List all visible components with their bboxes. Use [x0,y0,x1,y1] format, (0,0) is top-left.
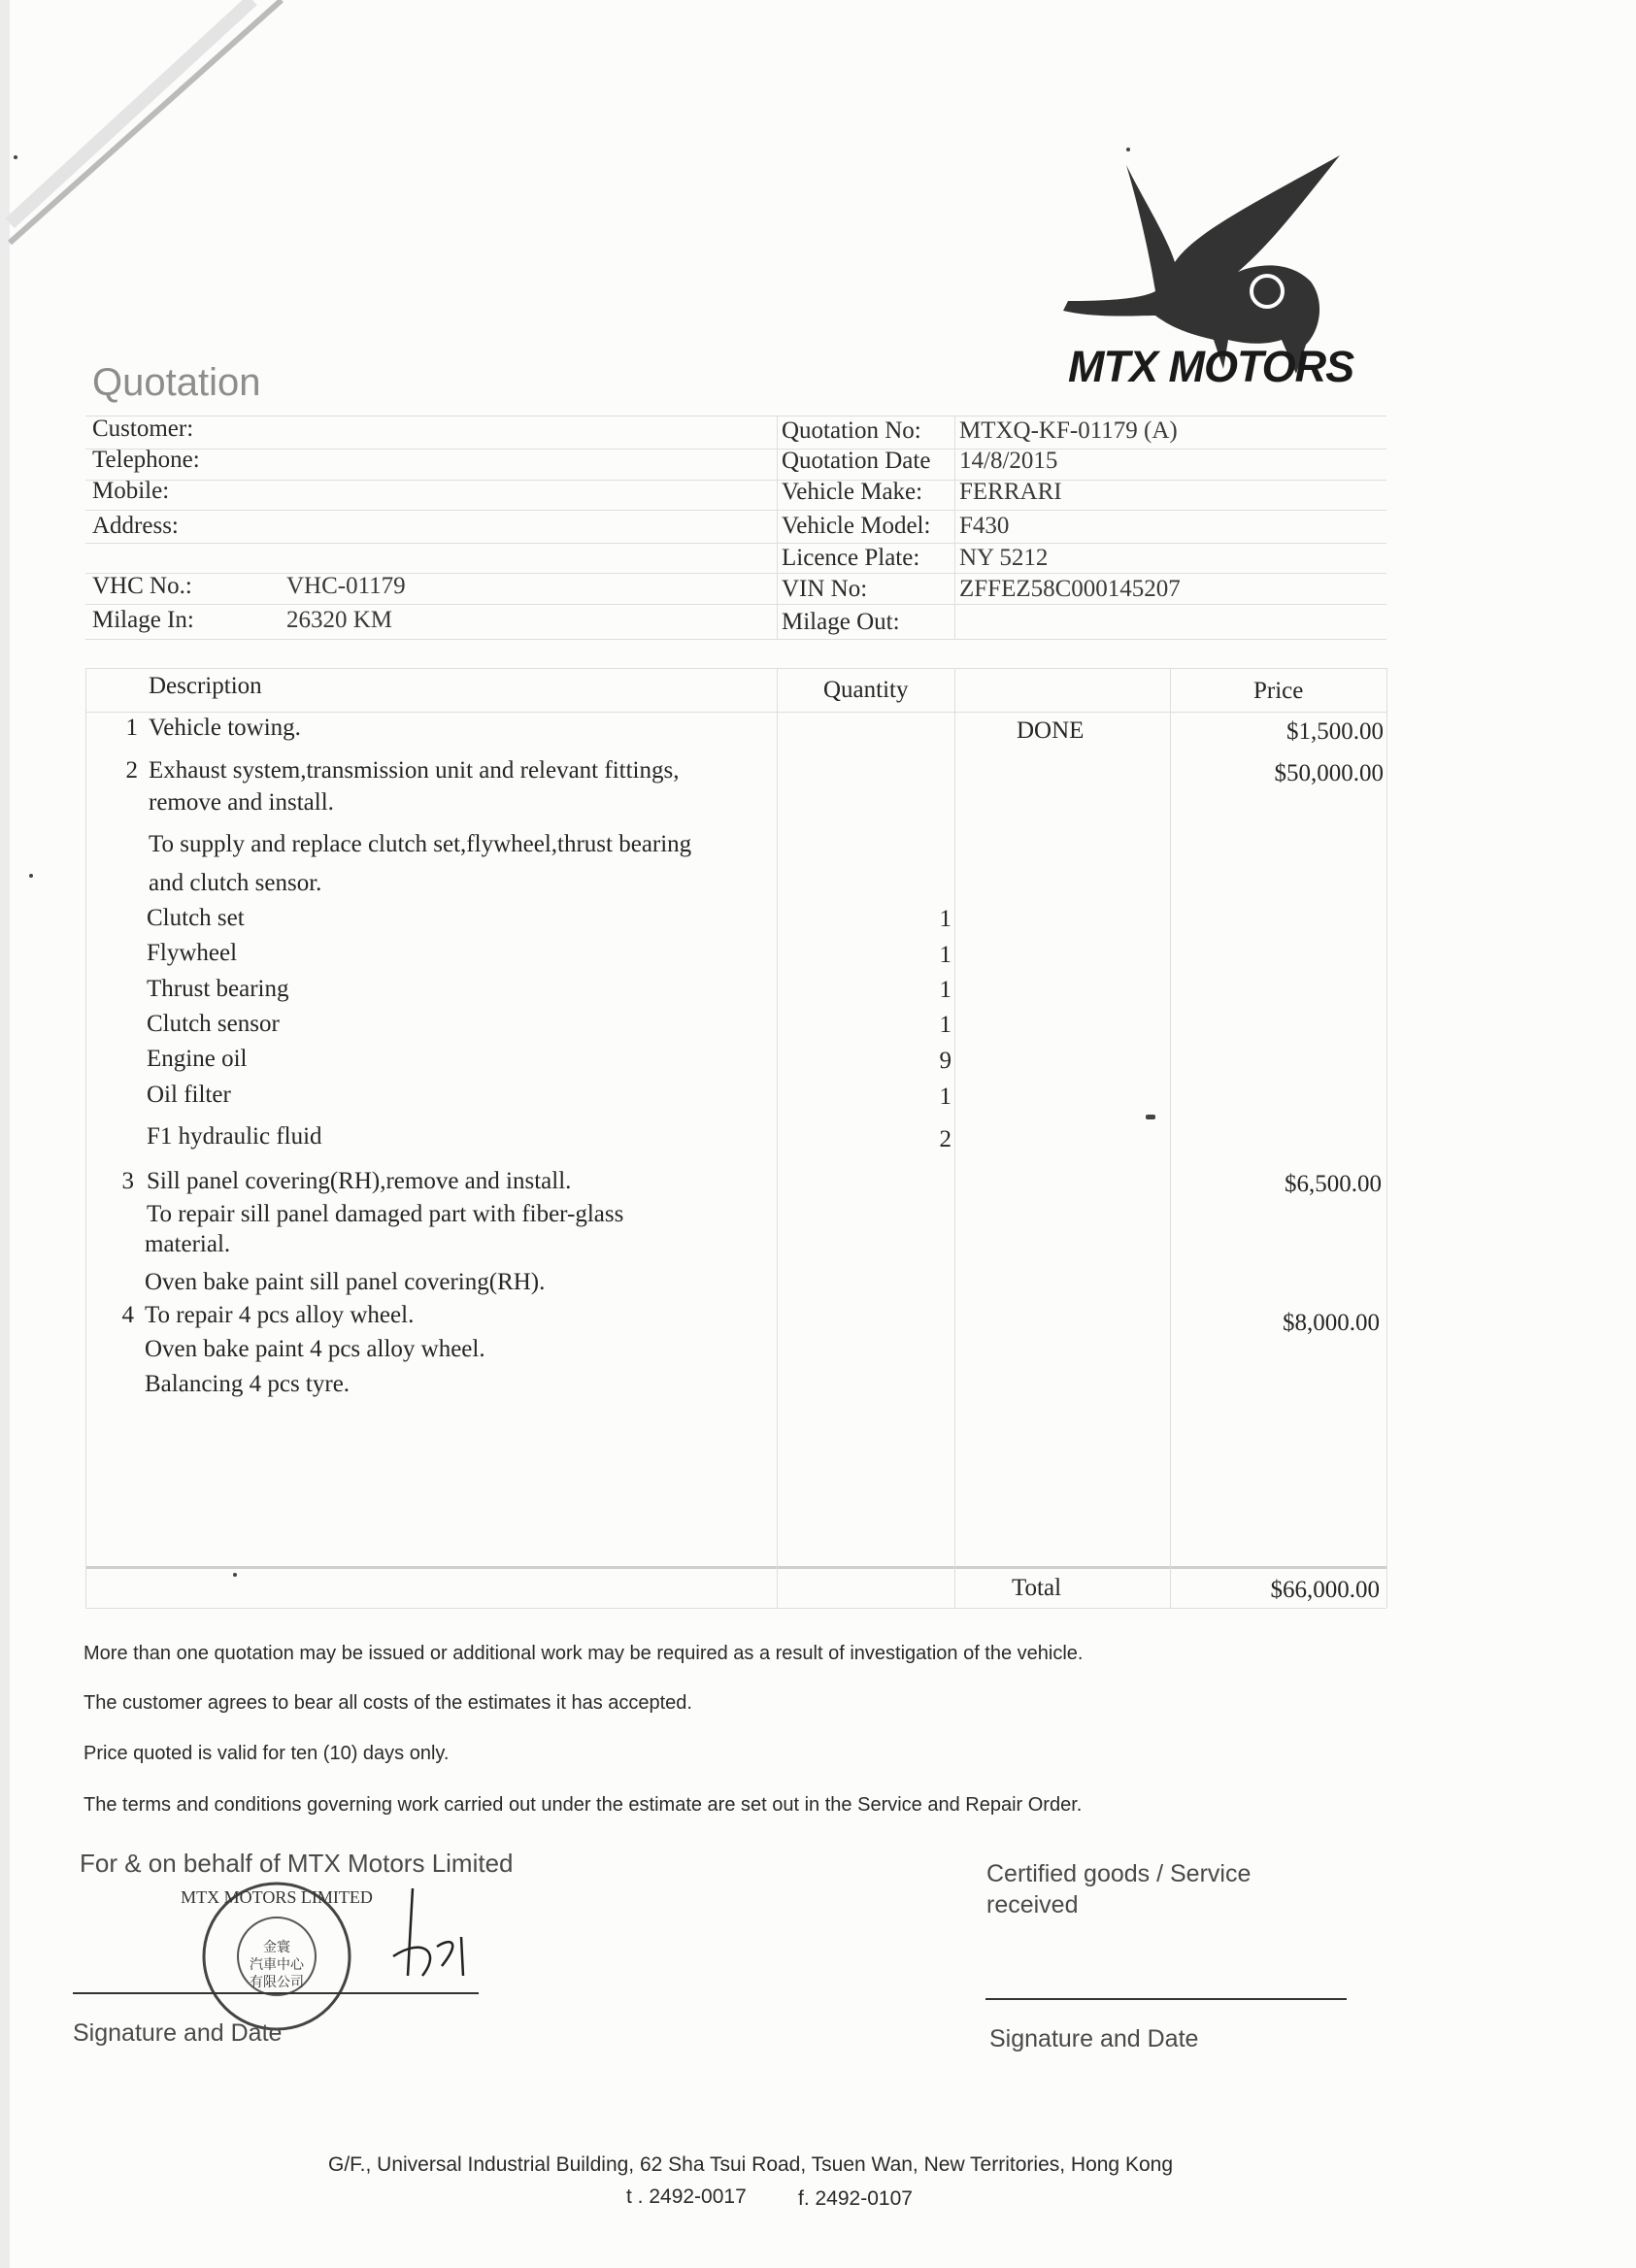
price-cell: $6,500.00 [1285,1171,1382,1197]
item-number: 4 [121,1302,134,1328]
item-line: Flywheel [147,940,238,966]
svg-text:MTX MOTORS LIMITED: MTX MOTORS LIMITED [181,1887,373,1907]
table-divider [85,712,1386,713]
vehicle-model-label: Vehicle Model: [782,513,931,539]
quantity-cell: 9 [939,1048,952,1074]
price-cell: $1,500.00 [1286,718,1384,745]
scan-speck [233,1573,237,1577]
item-line: material. [145,1231,231,1257]
customer-label: Customer: [92,416,194,442]
column-header-quantity: Quantity [823,677,909,703]
scan-speck [1126,148,1130,151]
signature-line [73,1992,479,1994]
licence-plate-label: Licence Plate: [782,545,920,571]
quotation-date-label: Quotation Date [782,448,931,474]
signature-line [985,1998,1347,2000]
scan-speck [1146,1115,1155,1119]
table-divider [777,668,778,1608]
status-done: DONE [1017,717,1085,744]
company-phone: t . 2492-0017 [626,2185,747,2208]
header-divider [85,543,1386,544]
address-label: Address: [92,513,179,539]
vehicle-make-label: Vehicle Make: [782,479,923,505]
header-divider [954,416,955,639]
item-line: To supply and replace clutch set,flywheel,thrust bearing [149,831,692,857]
scan-speck [29,874,33,878]
table-divider [954,668,955,1608]
column-header-price: Price [1253,678,1304,704]
table-divider [1170,668,1171,1608]
licence-plate-value: NY 5212 [959,545,1049,571]
document-title: Quotation [92,361,261,404]
vehicle-make-value: FERRARI [959,479,1062,505]
signature-right-heading-continued: received [986,1891,1079,1918]
company-brand: MTX MOTORS [1068,342,1354,391]
price-cell: $50,000.00 [1274,760,1384,786]
total-label: Total [1012,1575,1062,1601]
item-line: Clutch sensor [147,1011,280,1037]
header-divider [85,480,1386,481]
item-line: Thrust bearing [147,976,289,1002]
quotation-date-value: 14/8/2015 [959,448,1058,474]
signature-right-heading: Certified goods / Service [986,1860,1252,1887]
vin-label: VIN No: [782,576,868,602]
quantity-cell: 1 [939,1084,952,1110]
item-line: Exhaust system,transmission unit and relevant fittings, [149,757,680,784]
header-divider [85,573,1386,574]
company-seal [181,1874,373,2039]
item-line: Clutch set [147,905,245,931]
header-divider [85,639,1386,640]
svg-text:有限公司: 有限公司 [250,1975,304,1990]
mobile-label: Mobile: [92,478,170,504]
signature-right-caption: Signature and Date [989,2025,1199,2052]
table-divider [85,1566,1386,1569]
header-divider [85,604,1386,605]
quantity-cell: 2 [939,1126,952,1152]
quantity-cell: 1 [939,1012,952,1038]
header-divider [85,510,1386,511]
terms-note: Price quoted is valid for ten (10) days only. [83,1743,450,1764]
price-cell: $8,000.00 [1283,1310,1380,1336]
quantity-cell: 1 [939,977,952,1003]
item-line: Oven bake paint sill panel covering(RH). [145,1269,546,1295]
header-divider [85,416,1386,417]
quotation-no-label: Quotation No: [782,417,921,444]
item-number: 2 [125,757,138,784]
vhc-value: VHC-01179 [286,573,406,599]
quantity-cell: 1 [939,906,952,932]
company-fax: f. 2492-0107 [798,2187,913,2210]
signature-left-caption: Signature and Date [73,2019,283,2047]
item-line: Sill panel covering(RH),remove and install. [147,1168,572,1194]
header-divider [85,449,1386,450]
handwritten-signature [384,1879,481,1995]
table-divider [85,668,1386,669]
table-divider [1386,668,1387,1608]
quotation-no-value: MTXQ-KF-01179 (A) [959,417,1178,444]
scan-edge [0,0,10,2268]
company-address: G/F., Universal Industrial Building, 62 Sha Tsui Road, Tsuen Wan, New Territories, Hong Kong [328,2153,1173,2176]
item-line: Vehicle towing. [149,715,301,741]
item-line: Engine oil [147,1046,248,1072]
quantity-cell: 1 [939,942,952,968]
total-value: $66,000.00 [1270,1577,1380,1603]
vin-value: ZFFEZ58C000145207 [959,576,1181,602]
milage-out-label: Milage Out: [782,609,900,635]
terms-note: More than one quotation may be issued or additional work may be required as a result of investigation of the vehicle. [83,1643,1084,1664]
terms-note: The terms and conditions governing work carried out under the estimate are set out in the Service and Repair Order. [83,1794,1083,1816]
item-number: 1 [125,715,138,741]
signature-left-heading: For & on behalf of MTX Motors Limited [80,1849,514,1878]
item-line: remove and install. [149,789,334,816]
item-line: and clutch sensor. [149,870,322,896]
item-number: 3 [121,1168,134,1194]
vehicle-model-value: F430 [959,513,1010,539]
item-line: Balancing 4 pcs tyre. [145,1371,351,1397]
column-header-description: Description [149,673,262,699]
header-divider [777,416,778,639]
svg-text:金寰: 金寰 [263,1940,290,1955]
telephone-label: Telephone: [92,447,200,473]
item-line: F1 hydraulic fluid [147,1123,322,1150]
svg-text:汽車中心: 汽車中心 [250,1957,304,1973]
item-line: Oil filter [147,1082,231,1108]
vhc-label: VHC No.: [92,573,192,599]
milage-in-label: Milage In: [92,607,194,633]
item-line: Oven bake paint 4 pcs alloy wheel. [145,1336,485,1362]
table-divider [85,668,86,1608]
milage-in-value: 26320 KM [286,607,393,633]
item-line: To repair sill panel damaged part with fiber-glass [147,1201,624,1227]
item-line: To repair 4 pcs alloy wheel. [145,1302,415,1328]
scan-speck [14,155,17,159]
paper-fold-mark [10,0,301,243]
terms-note: The customer agrees to bear all costs of the estimates it has accepted. [83,1692,692,1714]
table-divider [85,1608,1386,1609]
